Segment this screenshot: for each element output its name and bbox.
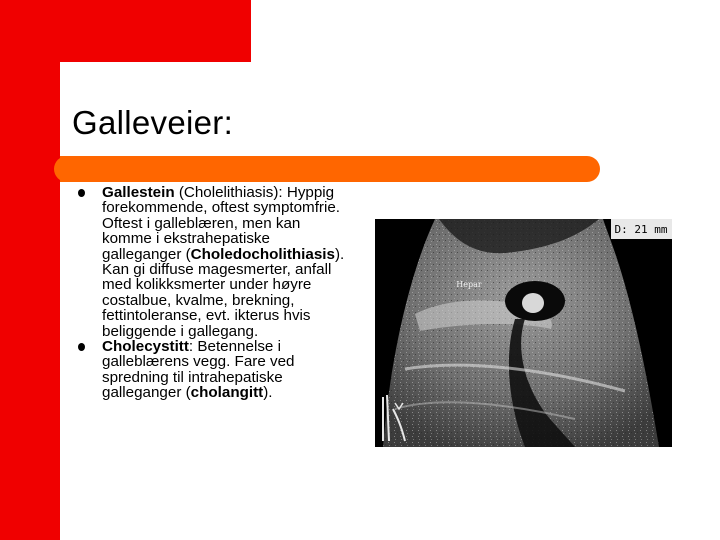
bullet-text: ).: [263, 384, 273, 402]
bullet-gallestein: [78, 185, 350, 339]
bullet-dot-icon: [78, 343, 85, 351]
title-underline-bar: [60, 156, 600, 182]
top-red-block: [0, 0, 251, 62]
ultrasound-image: [375, 219, 672, 447]
term-gallestein: Gallestein: [102, 184, 175, 201]
term-cholangitt: cholangitt: [190, 384, 264, 402]
bullet-text: : Betennelse i galleblærens vegg. Fare ved spredning til intrahepatiske galleganger (: [102, 338, 295, 402]
bullet-text: ). Kan gi diffuse magesmerter, anfall med kolikksmerter under høyre costalbue, kvalme, brekning, fettintoleranse, evt. ikterus hvis beliggende i gallegang.: [102, 245, 345, 340]
depth-readout: D: 21 mm: [614, 223, 668, 236]
hepar-label: Hepar: [456, 280, 482, 289]
bullet-list: [78, 185, 350, 401]
term-cholecystitt: Cholecystitt: [102, 338, 189, 356]
slide-title: Galleveier:: [72, 104, 234, 141]
bullet-dot-icon: [78, 189, 85, 197]
corner-curve: [60, 62, 100, 102]
bullet-text: (Cholelithiasis): Hyppig forekommende, oftest symptomfrie. Oftest i galleblæren, men kan komme i ekstrahepatiske galleganger (: [102, 184, 341, 263]
left-red-bar: [0, 0, 60, 540]
bullet-cholecystitt: [78, 339, 350, 401]
term-choledocholithiasis: Choledocholithiasis: [190, 245, 335, 263]
